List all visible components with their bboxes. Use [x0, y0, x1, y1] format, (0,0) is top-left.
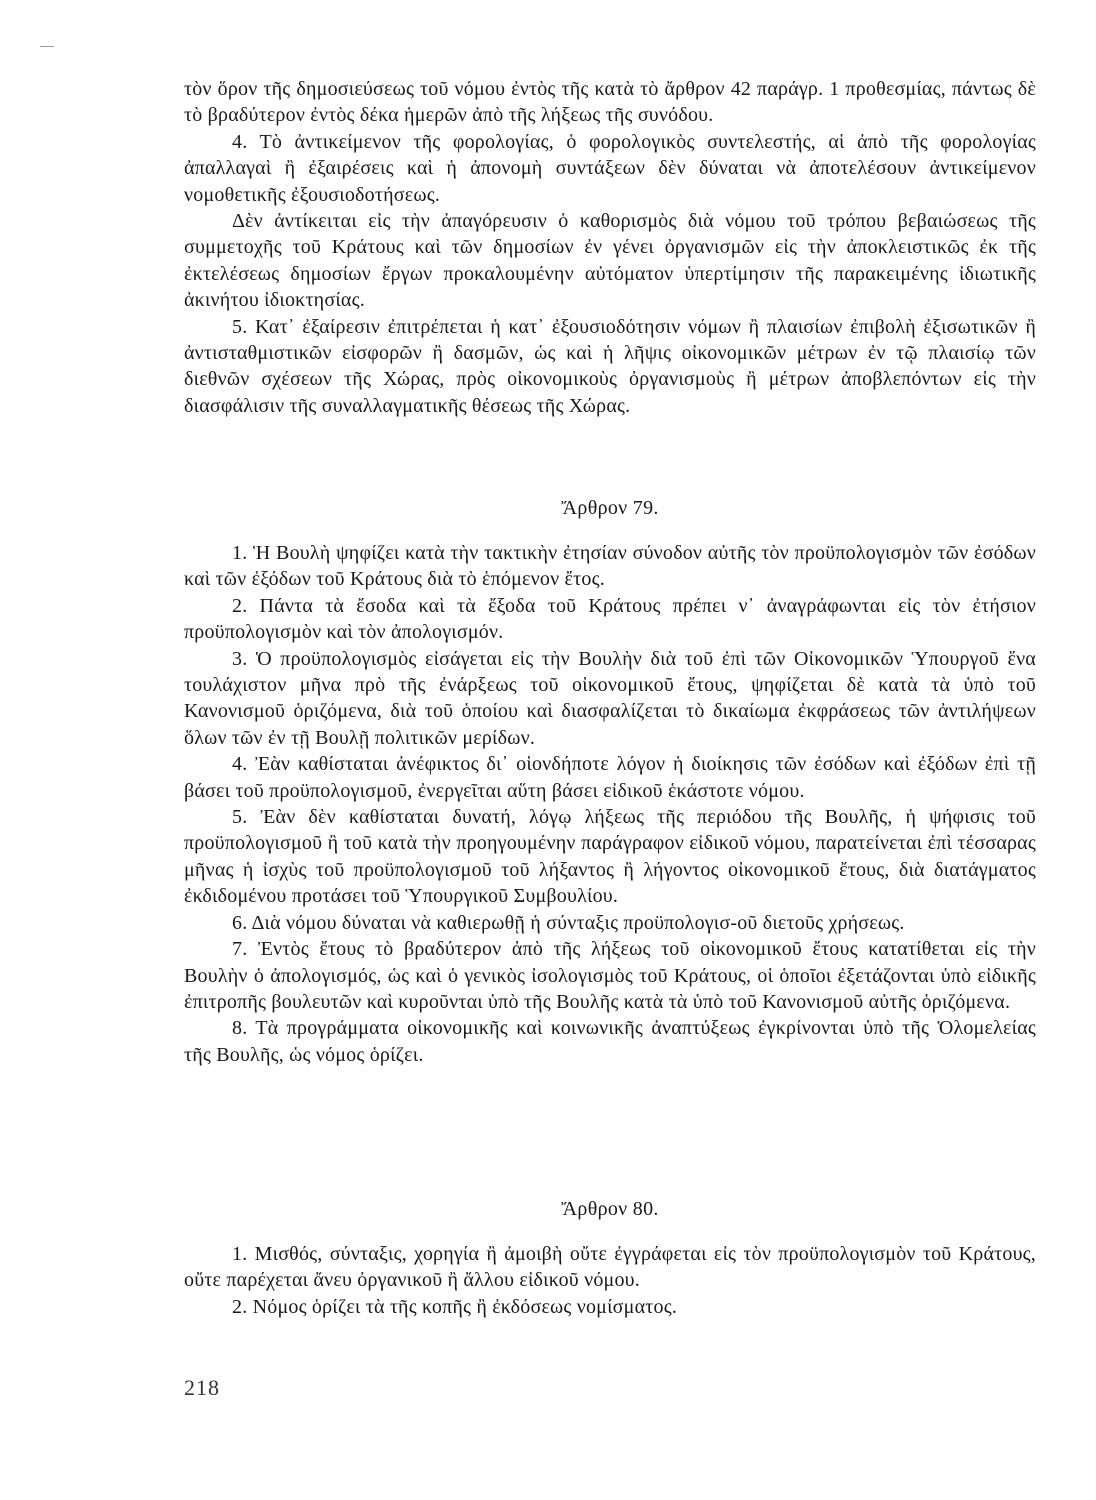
article-79-paragraph-7: 7. Ἐντὸς ἔτους τὸ βραδύτερον ἀπὸ τῆς λήξεως τοῦ οἰκονομικοῦ ἔτους κατατίθεται εἰς τὴν Βουλὴν ὁ ἀπολογισμός, ὡς καὶ ὁ γενικὸς ἰσολογισμὸς τοῦ Κράτους, οἱ ὁποῖοι ἐξετάζονται ὑπὸ εἰδικῆς ἐπιτροπῆς βουλευτῶν καὶ κυροῦνται ὑπὸ τῆς Βουλῆς κατὰ τὰ ὑπὸ τοῦ Κανονισμοῦ αὐτῆς ὁριζόμενα. [184, 938, 1036, 1013]
intro-paragraph-4: 5. Κατ᾽ ἐξαίρεσιν ἐπιτρέπεται ἡ κατ᾽ ἐξουσιοδότησιν νόμων ἢ πλαισίων ἐπιβολὴ ἐξισωτικῶν ἢ ἀντισταθμιστικῶν εἰσφορῶν ἢ δασμῶν, ὡς καὶ ἡ λῆψις οἰκονομικῶν μέτρων ἐν τῷ πλαισίῳ τῶν διεθνῶν σχέσεων τῆς Χώρας, πρὸς οἰκονομικοὺς ὀργανισμοὺς ἢ μέτρων ἀποβλεπόντων εἰς τὴν διασφάλισιν τῆς συναλλαγματικῆς θέσεως τῆς Χώρας. [184, 315, 1036, 417]
article-79-paragraph-8: 8. Τὰ προγράμματα οἰκονομικῆς καὶ κοινωνικῆς ἀναπτύξεως ἐγκρίνονται ὑπὸ τῆς Ὁλομελείας τῆς Βουλῆς, ὡς νόμος ὁρίζει. [184, 1017, 1036, 1066]
article-79-paragraph-1: 1. Ἡ Βουλὴ ψηφίζει κατὰ τὴν τακτικὴν ἐτησίαν σύνοδον αὐτῆς τὸν προϋπολογισμὸν τῶν ἐσόδων καὶ τῶν ἐξόδων τοῦ Κράτους διὰ τὸ ἑπόμενον ἔτος. [184, 542, 1036, 591]
page-number: 218 [184, 1375, 220, 1400]
article-80-paragraph-1: 1. Μισθός, σύνταξις, χορηγία ἢ ἀμοιβὴ οὔτε ἐγγράφεται εἰς τὸν προϋπολογισμὸν τοῦ Κράτους, οὔτε παρέχεται ἄνευ ὀργανικοῦ ἢ ἄλλου εἰδικοῦ νόμου. [184, 1243, 1036, 1292]
article-79-paragraph-3: 3. Ὁ προϋπολογισμὸς εἰσάγεται εἰς τὴν Βουλὴν διὰ τοῦ ἐπὶ τῶν Οἰκονομικῶν Ὑπουργοῦ ἕνα τουλάχιστον μῆνα πρὸ τῆς ἐνάρξεως τοῦ οἰκονομικοῦ ἔτους, ψηφίζεται δὲ κατὰ τὰ ὑπὸ τοῦ Κανονισμοῦ ὁριζόμενα, διὰ τοῦ ὁποίου καὶ διασφαλίζεται τὸ δικαίωμα ἐκφράσεως τῶν ἀντιλήψεων ὅλων τῶν ἐν τῇ Βουλῇ πολιτικῶν μερίδων. [184, 647, 1036, 749]
article-79-paragraph-2: 2. Πάντα τὰ ἔσοδα καὶ τὰ ἔξοδα τοῦ Κράτους πρέπει ν᾽ ἀναγράφωνται εἰς τὸν ἐτήσιον προϋπολογισμὸν καὶ τὸν ἀπολογισμόν. [184, 594, 1036, 644]
article-79-paragraph-6: 6. Διὰ νόμου δύναται νὰ καθιερωθῇ ἡ σύνταξις προϋπολογισ-οῦ διετοῦς χρήσεως. [232, 911, 905, 934]
scan-artifact-mark [40, 46, 54, 47]
article-79-paragraph-4: 4. Ἐὰν καθίσταται ἀνέφικτος δι᾽ οἱονδήποτε λόγον ἡ διοίκησις τῶν ἐσόδων καὶ ἐξόδων ἐπὶ τῇ βάσει τοῦ προϋπολογισμοῦ, ἐνεργεῖται αὕτη βάσει εἰδικοῦ ἑκάστοτε νόμου. [184, 753, 1036, 802]
intro-paragraph-2: 4. Τὸ ἀντικείμενον τῆς φορολογίας, ὁ φορολογικὸς συντελεστής, αἱ ἀπὸ τῆς φορολογίας ἀπαλλαγαὶ ἢ ἐξαιρέσεις καὶ ἡ ἀπονομὴ συντάξεων δὲν δύναται νὰ ἀποτελέσουν ἀντικείμενον νομοθετικῆς ἐξουσιοδοτήσεως. [184, 130, 1036, 206]
intro-paragraph-3: Δὲν ἀντίκειται εἰς τὴν ἀπαγόρευσιν ὁ καθορισμὸς διὰ νόμου τοῦ τρόπου βεβαιώσεως τῆς συμμετοχῆς τοῦ Κράτους καὶ τῶν δημοσίων ἐν γένει ὀργανισμῶν εἰς τὴν ἀποκλειστικῶς ἐκ τῆς ἐκτελέσεως δημοσίων ἔργων προκαλουμένην αὐτόματον ὑπερτίμησιν τῆς παρακειμένης ἰδιωτικῆς ἀκινήτου ἰδιοκτησίας. [184, 210, 1036, 312]
article-80-paragraph-2: 2. Νόμος ὁρίζει τὰ τῆς κοπῆς ἢ ἐκδόσεως νομίσματος. [232, 1295, 678, 1318]
intro-paragraph-1: τὸν ὅρον τῆς δημοσιεύσεως τοῦ νόμου ἐντὸς τῆς κατὰ τὸ ἄρθρον 42 παράγρ. 1 προθεσμίας, πάντως δὲ τὸ βραδύτερον ἐντὸς δέκα ἡμερῶν ἀπὸ τῆς λήξεως τῆς συνόδου. [184, 78, 1036, 127]
article-80-heading: Ἄρθρον 80. [561, 1198, 659, 1220]
article-79-body [184, 540, 1036, 1068]
article-79-paragraph-5: 5. Ἐὰν δὲν καθίσταται δυνατή, λόγῳ λήξεως τῆς περιόδου τῆς Βουλῆς, ἡ ψήφισις τοῦ προϋπολογισμοῦ ἢ τοῦ κατὰ τὴν προηγουμένην παράγραφον εἰδικοῦ νόμου, παρατείνεται ἐπὶ τέσσαρας μῆνας ἡ ἰσχὺς τοῦ προϋπολογισμοῦ τοῦ λήξαντος ἢ λήγοντος οἰκονομικοῦ ἔτους, διὰ διατάγματος ἐκδιδομένου προτάσει τοῦ Ὑπουργικοῦ Συμβουλίου. [184, 806, 1036, 908]
article-80-body [184, 1241, 1036, 1320]
article-78-continuation [184, 76, 1036, 419]
article-79-heading: Ἄρθρον 79. [561, 497, 659, 519]
